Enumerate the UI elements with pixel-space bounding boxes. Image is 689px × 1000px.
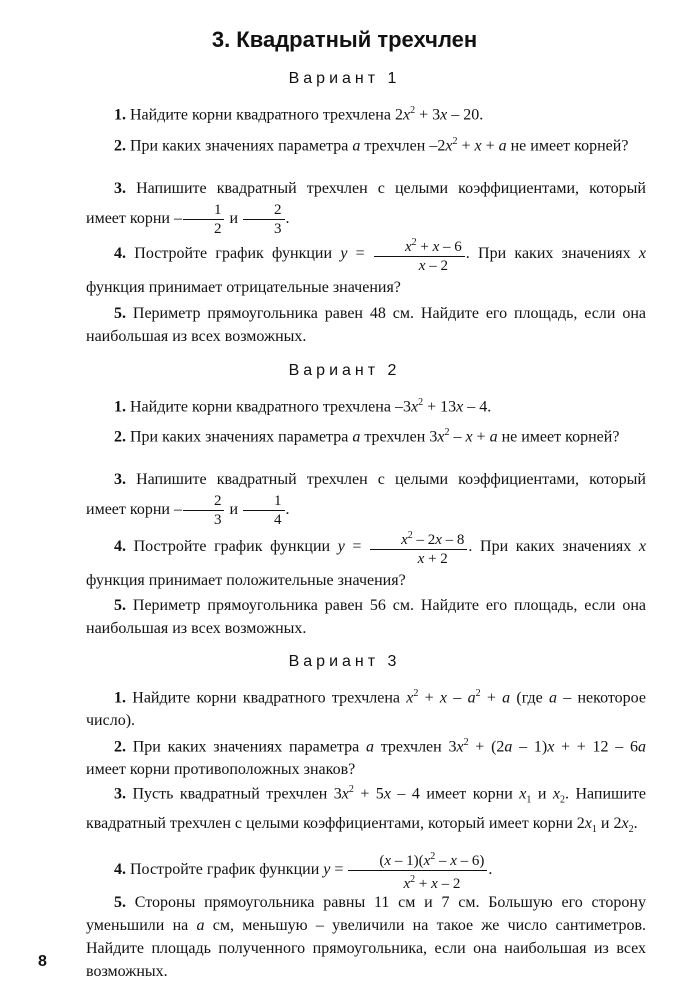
page-number: 8: [38, 953, 47, 970]
v3-task-2: 2. При каких значениях параметра a трехчлен $3x^2 + (2a - 1)x$ + + 12 – 6a имеет корни противоположных знаков?: [86, 737, 647, 779]
v3-task-4: 4. Постройте график функции y = $\frac{(x - 1)(x^2 - x - 6)}{x^2 + x - 2}$ .: [86, 848, 646, 893]
v1-task-5: 5. Периметр прямоугольника равен 48 см. Найдите его площадь, если она наибольшая из всех возможных.: [86, 305, 646, 345]
v2-task-2: 2. При каких значениях параметра a трехчлен $3x^2 - x + a$ не имеет корней?: [114, 427, 620, 446]
v3-task-1: 1. Найдите корни квадратного трехчлена $x^2 + x - a^2 + a$ (где a – некоторое число).: [86, 688, 646, 730]
page-title: 3. Квадратный трехчлен: [211, 27, 478, 52]
v2-task-4: 4. Постройте график функции y = $\frac{x^2 - 2x - 8}{x + 2}$ . При каких значениях x функция принимает положительные значения?: [86, 527, 646, 593]
v1-task-1: 1. Найдите корни квадратного трехчлена $2x^2 + 3x - 20$.: [114, 105, 484, 124]
v1-task-4: 4. Постройте график функции y = $\frac{x^2 + x - 6}{x - 2}$ . При каких значениях x функция принимает отрицательные значения?: [86, 234, 646, 300]
variant-2-heading: Вариант 2: [288, 362, 401, 379]
v2-task-3: 3. Напишите квадратный трехчлен с целыми коэффициентами, который имеет корни – $\frac{2}{3}$ и $\frac{1}{4}$ .: [86, 471, 646, 528]
v1-task-2: 2. При каких значениях параметра a трехчлен $-2x^2 + x + a$ не имеет корней?: [114, 136, 629, 155]
v2-task-5: 5. Периметр прямоугольника равен 56 см. Найдите его площадь, если она наибольшая из всех возможных.: [86, 597, 646, 637]
v1-task-3: 3. Напишите квадратный трехчлен с целыми коэффициентами, который имеет корни – $\frac{1}{2}$ и $\frac{2}{3}$ .: [86, 180, 646, 237]
variant-1-heading: Вариант 1: [288, 70, 401, 87]
v3-task-3: 3. Пусть квадратный трехчлен $3x^2 + 5x - 4$ имеет корни $x_1$ и $x_2$. Напишите квадратный трехчлен с целыми коэффициентами, который имеет корни $2x_1$ и $2x_2$.: [86, 784, 647, 835]
variant-3-heading: Вариант 3: [288, 653, 401, 670]
v2-task-1: 1. Найдите корни квадратного трехчлена $-3x^2 + 13x - 4$.: [114, 397, 492, 416]
v3-task-5: 5. Стороны прямоугольника равны 11 см и 7 см. Большую его сторону уменьшили на a см, меньшую – увеличили на такое же число сантиметров. Найдите площадь полученного прямоугольника, если она наибольшая из всех возможных.: [86, 894, 647, 980]
